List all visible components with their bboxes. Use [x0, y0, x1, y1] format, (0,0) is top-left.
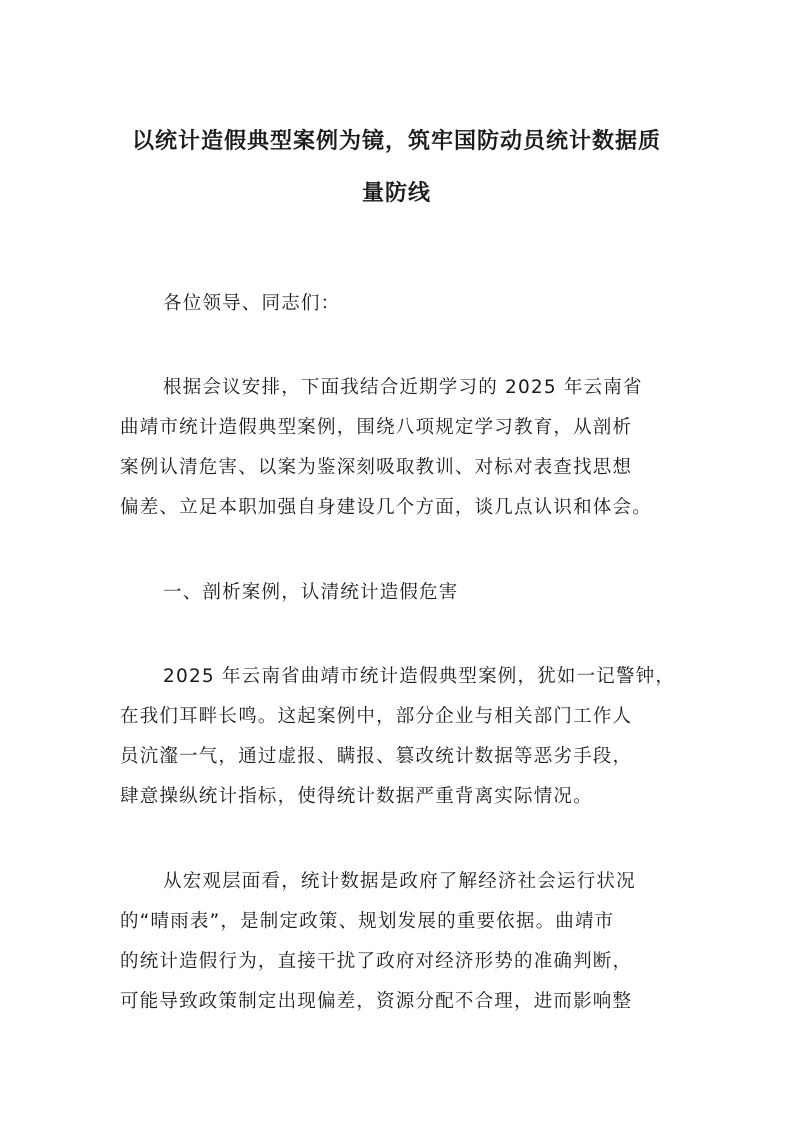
document-title-line-1: 以统计造假典型案例为镜，筑牢国防动员统计数据质 [131, 129, 661, 154]
paragraph-2-line-2: 在我们耳畔长鸣。这起案例中，部分企业与相关部门工作人 [120, 706, 633, 727]
paragraph-1-line-3: 案例认清危害、以案为鉴深刻吸取教训、对标对表查找思想 [120, 457, 633, 478]
section-heading-1: 一、剖析案例，认清统计造假危害 [163, 582, 459, 603]
paragraph-1-line-2: 曲靖市统计造假典型案例，围绕八项规定学习教育，从剖析 [120, 417, 633, 438]
paragraph-1-line-1: 根据会议安排，下面我结合近期学习的 2025 年云南省 [163, 377, 643, 398]
paragraph-1-line-4: 偏差、立足本职加强自身建设几个方面，谈几点认识和体会。 [120, 497, 652, 518]
paragraph-2-line-1: 2025 年云南省曲靖市统计造假典型案例，犹如一记警钟， [163, 666, 676, 687]
paragraph-3-line-3: 的统计造假行为，直接干扰了政府对经济形势的准确判断， [120, 951, 633, 972]
paragraph-2-line-3: 员沆瀣一气，通过虚报、瞒报、篡改统计数据等恶劣手段， [120, 746, 633, 767]
paragraph-2-line-4: 肆意操纵统计指标，使得统计数据严重背离实际情况。 [120, 786, 593, 807]
paragraph-3-line-4: 可能导致政策制定出现偏差，资源分配不合理，进而影响整 [120, 991, 633, 1012]
document-title-line-2: 量防线 [361, 181, 431, 206]
paragraph-3-line-1: 从宏观层面看，统计数据是政府了解经济社会运行状况 [163, 871, 636, 892]
salutation: 各位领导、同志们： [163, 293, 341, 314]
paragraph-3-line-2: 的“晴雨表”，是制定政策、规划发展的重要依据。曲靖市 [120, 911, 615, 932]
